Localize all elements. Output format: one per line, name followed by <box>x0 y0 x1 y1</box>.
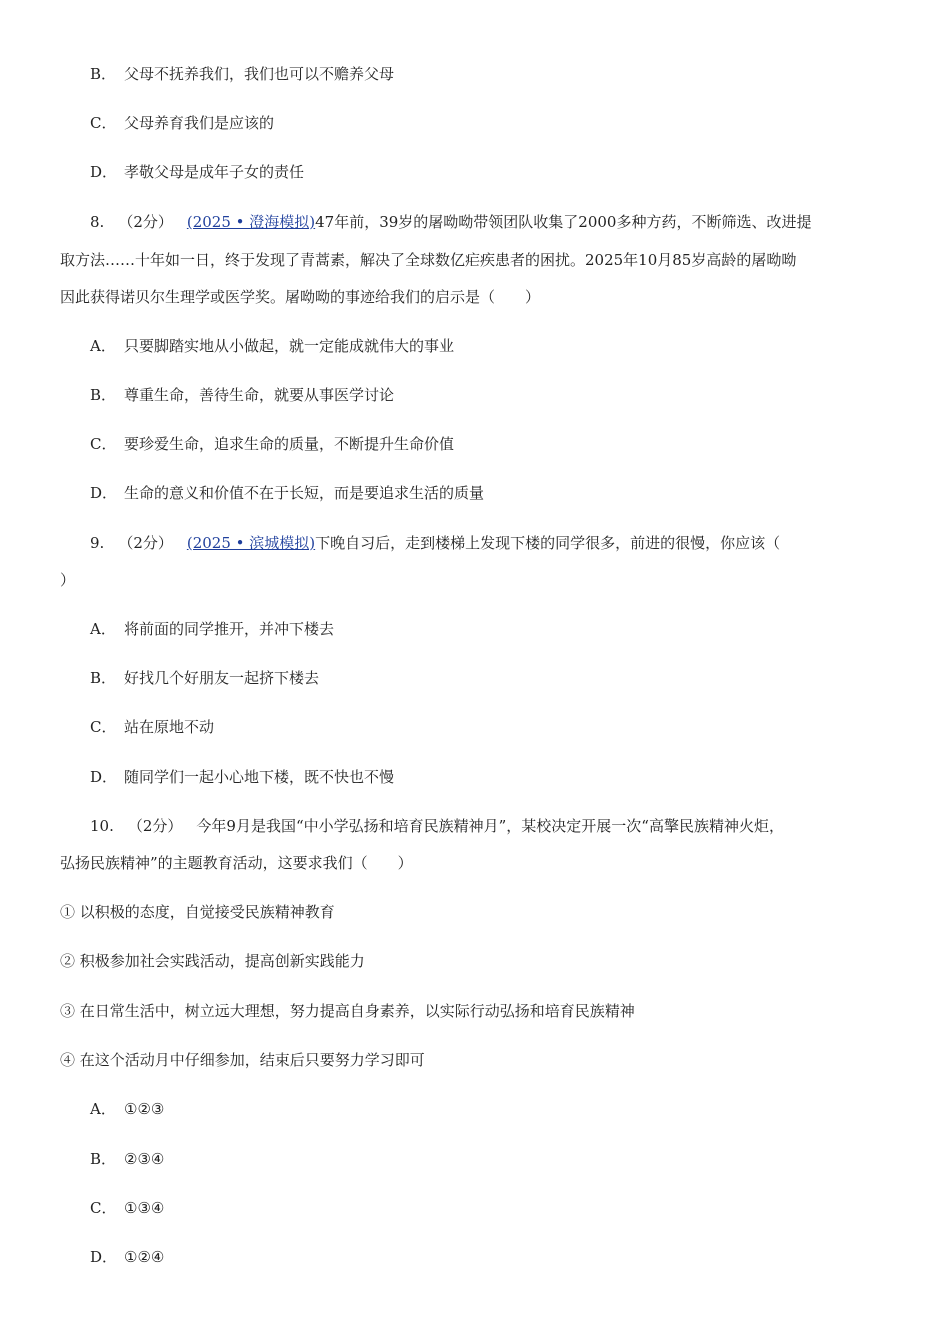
option-label: D． <box>90 484 118 502</box>
q10-statement-2: ② 积极参加社会实践活动，提高创新实践能力 <box>60 952 365 970</box>
q7-option-b[interactable] <box>90 64 394 84</box>
source-link[interactable]: (2025 • 滨城模拟) <box>186 534 316 552</box>
option-label: C． <box>90 1199 117 1217</box>
q7-option-d[interactable] <box>90 162 304 182</box>
q10-option-d[interactable] <box>90 1247 164 1267</box>
question-score: （2分） <box>127 817 183 835</box>
q8-stem-line-3: 因此获得诺贝尔生理学或医学奖。屠呦呦的事迹给我们的启示是（ ） <box>60 288 541 306</box>
q10-stem-line-1 <box>90 816 784 836</box>
option-text: 生命的意义和价值不在于长短，而是要追求生活的质量 <box>124 484 485 502</box>
q8-option-d[interactable] <box>90 483 484 503</box>
option-text: 随同学们一起小心地下楼，既不快也不慢 <box>124 768 395 786</box>
q10-statement-1: ① 以积极的态度，自觉接受民族精神教育 <box>60 903 335 921</box>
question-number: 8. <box>90 213 105 231</box>
q9-option-c[interactable] <box>90 717 214 737</box>
option-text: 只要脚踏实地从小做起，就一定能成就伟大的事业 <box>124 337 455 355</box>
stem-text: 今年9月是我国“中小学弘扬和培育民族精神月”，某校决定开展一次“高擎民族精神火炬， <box>196 817 784 835</box>
stem-text: 47年前，39岁的屠呦呦带领团队收集了2000多种方药，不断筛选、改进提 <box>315 213 812 231</box>
option-label: A． <box>90 1100 116 1118</box>
option-label: B． <box>90 65 117 83</box>
q8-option-c[interactable] <box>90 434 454 454</box>
q8-option-a[interactable] <box>90 336 454 356</box>
option-text: 将前面的同学推开，并冲下楼去 <box>124 620 335 638</box>
option-text: ①②④ <box>124 1248 165 1266</box>
option-text: 父母养育我们是应该的 <box>124 114 275 132</box>
option-label: C． <box>90 114 117 132</box>
question-score: （2分） <box>118 534 173 552</box>
option-label: B． <box>90 386 117 404</box>
q9-stem-line-2: ） <box>60 571 76 589</box>
q9-option-b[interactable] <box>90 668 319 688</box>
option-label: C． <box>90 435 117 453</box>
option-text: ①③④ <box>124 1199 165 1217</box>
option-label: C． <box>90 718 117 736</box>
q10-statement-3: ③ 在日常生活中，树立远大理想，努力提高自身素养，以实际行动弘扬和培育民族精神 <box>60 1002 635 1020</box>
option-label: A． <box>90 620 116 638</box>
question-score: （2分） <box>118 213 173 231</box>
q10-option-a[interactable] <box>90 1099 164 1119</box>
option-text: 尊重生命，善待生命，就要从事医学讨论 <box>124 386 395 404</box>
stem-text: 下晚自习后，走到楼梯上发现下楼的同学很多，前进的很慢，你应该（ <box>315 534 781 552</box>
option-text: ②③④ <box>124 1150 165 1168</box>
q10-stem-line-2: 弘扬民族精神”的主题教育活动，这要求我们（ ） <box>60 854 413 872</box>
q10-option-b[interactable] <box>90 1149 164 1169</box>
question-number: 10. <box>90 817 114 835</box>
option-text: 站在原地不动 <box>124 718 215 736</box>
q8-stem-line-1 <box>90 212 811 232</box>
q9-option-d[interactable] <box>90 767 394 787</box>
question-number: 9. <box>90 534 105 552</box>
source-link[interactable]: (2025 • 澄海模拟) <box>186 213 316 231</box>
q10-statement-4: ④ 在这个活动月中仔细参加，结束后只要努力学习即可 <box>60 1051 425 1069</box>
q7-option-c[interactable] <box>90 113 274 133</box>
option-label: A． <box>90 337 116 355</box>
q9-option-a[interactable] <box>90 619 334 639</box>
q10-option-c[interactable] <box>90 1198 164 1218</box>
q9-stem-line-1 <box>90 533 780 553</box>
option-text: 要珍爱生命，追求生命的质量，不断提升生命价值 <box>124 435 455 453</box>
option-text: 父母不抚养我们，我们也可以不赡养父母 <box>124 65 395 83</box>
q8-stem-line-2: 取方法……十年如一日，终于发现了青蒿素，解决了全球数亿疟疾患者的困扰。2025年10月85岁高龄的屠呦呦 <box>60 251 797 269</box>
option-text: 孝敬父母是成年子女的责任 <box>124 163 305 181</box>
option-label: B． <box>90 1150 117 1168</box>
option-label: B． <box>90 669 117 687</box>
option-label: D． <box>90 1248 118 1266</box>
option-text: ①②③ <box>124 1100 165 1118</box>
q8-option-b[interactable] <box>90 385 394 405</box>
option-text: 好找几个好朋友一起挤下楼去 <box>124 669 320 687</box>
option-label: D． <box>90 163 118 181</box>
option-label: D． <box>90 768 118 786</box>
